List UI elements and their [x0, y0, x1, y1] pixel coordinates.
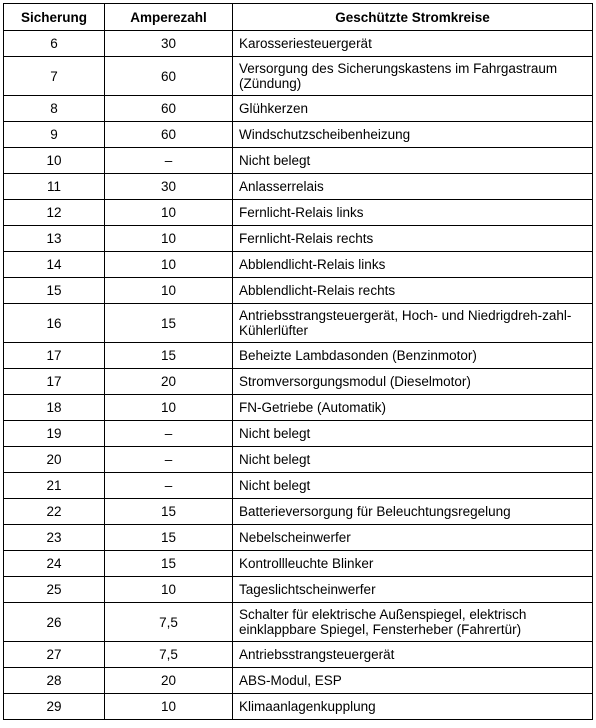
amperage-cell: 30	[105, 31, 233, 57]
fuse-number-cell: 11	[4, 174, 105, 200]
circuit-description-cell: Antriebsstrangsteuergerät	[233, 642, 593, 668]
table-row	[4, 148, 593, 174]
circuit-description-cell: Nicht belegt	[233, 148, 593, 174]
table-row	[4, 668, 593, 694]
table-row	[4, 174, 593, 200]
fuse-number-cell: 29	[4, 694, 105, 720]
fuse-number-cell: 10	[4, 148, 105, 174]
table-row	[4, 473, 593, 499]
table-row	[4, 31, 593, 57]
circuit-description-cell: FN-Getriebe (Automatik)	[233, 395, 593, 421]
table-row	[4, 304, 593, 343]
amperage-cell: 20	[105, 668, 233, 694]
circuit-description-cell: Glühkerzen	[233, 96, 593, 122]
fuse-number-cell: 25	[4, 577, 105, 603]
amperage-cell: 10	[105, 577, 233, 603]
fuse-table	[3, 3, 593, 720]
circuit-description-cell: Fernlicht-Relais links	[233, 200, 593, 226]
circuit-description-cell: Tageslichtscheinwerfer	[233, 577, 593, 603]
fuse-number-cell: 27	[4, 642, 105, 668]
fuse-number-cell: 14	[4, 252, 105, 278]
amperage-cell: 10	[105, 200, 233, 226]
fuse-number-cell: 19	[4, 421, 105, 447]
circuit-description-cell: Nicht belegt	[233, 447, 593, 473]
table-row	[4, 57, 593, 96]
amperage-cell: 10	[105, 278, 233, 304]
amperage-cell: 7,5	[105, 603, 233, 642]
circuit-description-cell: Nicht belegt	[233, 421, 593, 447]
circuit-description-cell: Kontrollleuchte Blinker	[233, 551, 593, 577]
fuse-number-cell: 20	[4, 447, 105, 473]
amperage-cell: –	[105, 473, 233, 499]
circuit-description-cell: Windschutzscheibenheizung	[233, 122, 593, 148]
table-row	[4, 278, 593, 304]
fuse-number-cell: 12	[4, 200, 105, 226]
amperage-cell: 10	[105, 694, 233, 720]
header-fuse: Sicherung	[4, 4, 105, 31]
amperage-cell: 60	[105, 122, 233, 148]
fuse-number-cell: 7	[4, 57, 105, 96]
amperage-cell: 15	[105, 343, 233, 369]
circuit-description-cell: Anlasserrelais	[233, 174, 593, 200]
fuse-number-cell: 23	[4, 525, 105, 551]
circuit-description-cell: Schalter für elektrische Außenspiegel, elektrisch einklappbare Spiegel, Fensterheber (Fahrertür)	[233, 603, 593, 642]
fuse-number-cell: 8	[4, 96, 105, 122]
table-row	[4, 369, 593, 395]
amperage-cell: 15	[105, 499, 233, 525]
table-row	[4, 96, 593, 122]
header-protected-circuits: Geschützte Stromkreise	[233, 4, 593, 31]
fuse-number-cell: 21	[4, 473, 105, 499]
amperage-cell: 20	[105, 369, 233, 395]
circuit-description-cell: ABS-Modul, ESP	[233, 668, 593, 694]
circuit-description-cell: Antriebsstrangsteuergerät, Hoch- und Niedrigdreh-zahl-Kühlerlüfter	[233, 304, 593, 343]
fuse-number-cell: 17	[4, 369, 105, 395]
fuse-number-cell: 28	[4, 668, 105, 694]
amperage-cell: –	[105, 421, 233, 447]
table-row	[4, 226, 593, 252]
amperage-cell: 30	[105, 174, 233, 200]
amperage-cell: 10	[105, 226, 233, 252]
circuit-description-cell: Nicht belegt	[233, 473, 593, 499]
table-row	[4, 252, 593, 278]
amperage-cell: –	[105, 148, 233, 174]
table-row	[4, 447, 593, 473]
circuit-description-cell: Abblendlicht-Relais rechts	[233, 278, 593, 304]
circuit-description-cell: Abblendlicht-Relais links	[233, 252, 593, 278]
circuit-description-cell: Stromversorgungsmodul (Dieselmotor)	[233, 369, 593, 395]
table-row	[4, 421, 593, 447]
table-row	[4, 395, 593, 421]
circuit-description-cell: Fernlicht-Relais rechts	[233, 226, 593, 252]
circuit-description-cell: Karosseriesteuergerät	[233, 31, 593, 57]
circuit-description-cell: Versorgung des Sicherungskastens im Fahrgastraum (Zündung)	[233, 57, 593, 96]
table-row	[4, 499, 593, 525]
fuse-number-cell: 26	[4, 603, 105, 642]
amperage-cell: 10	[105, 395, 233, 421]
table-row	[4, 642, 593, 668]
circuit-description-cell: Batterieversorgung für Beleuchtungsregelung	[233, 499, 593, 525]
table-row	[4, 525, 593, 551]
amperage-cell: –	[105, 447, 233, 473]
amperage-cell: 15	[105, 551, 233, 577]
fuse-number-cell: 9	[4, 122, 105, 148]
amperage-cell: 60	[105, 96, 233, 122]
table-row	[4, 551, 593, 577]
fuse-number-cell: 15	[4, 278, 105, 304]
amperage-cell: 60	[105, 57, 233, 96]
circuit-description-cell: Klimaanlagenkupplung	[233, 694, 593, 720]
amperage-cell: 7,5	[105, 642, 233, 668]
header-amperage: Amperezahl	[105, 4, 233, 31]
circuit-description-cell: Nebelscheinwerfer	[233, 525, 593, 551]
fuse-number-cell: 22	[4, 499, 105, 525]
table-body	[4, 31, 593, 720]
fuse-number-cell: 16	[4, 304, 105, 343]
fuse-number-cell: 24	[4, 551, 105, 577]
table-row	[4, 200, 593, 226]
amperage-cell: 15	[105, 304, 233, 343]
table-row	[4, 577, 593, 603]
fuse-number-cell: 13	[4, 226, 105, 252]
circuit-description-cell: Beheizte Lambdasonden (Benzinmotor)	[233, 343, 593, 369]
table-row	[4, 603, 593, 642]
table-row	[4, 122, 593, 148]
amperage-cell: 10	[105, 252, 233, 278]
table-row	[4, 694, 593, 720]
fuse-number-cell: 6	[4, 31, 105, 57]
table-header-row	[4, 4, 593, 31]
fuse-number-cell: 17	[4, 343, 105, 369]
amperage-cell: 15	[105, 525, 233, 551]
fuse-number-cell: 18	[4, 395, 105, 421]
fuse-table-container	[3, 3, 593, 720]
table-row	[4, 343, 593, 369]
